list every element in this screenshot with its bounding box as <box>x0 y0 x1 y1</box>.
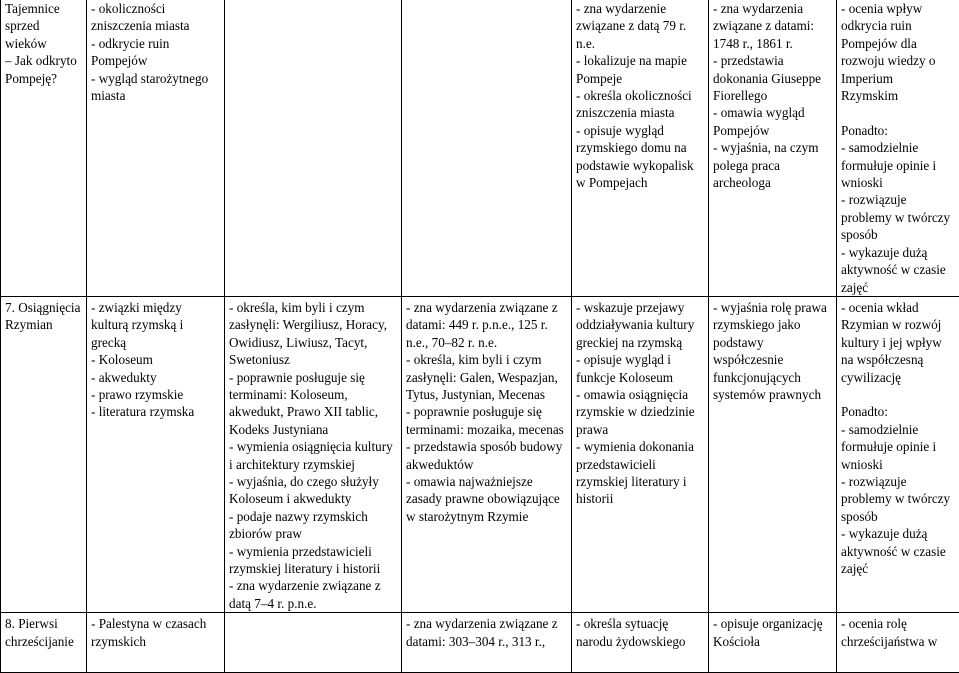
content-cell: - Palestyna w czasach rzymskich <box>87 613 225 673</box>
topic-cell: 7. Osiągnięcia Rzymian <box>1 296 87 612</box>
outcomes-cell: - ocenia wkład Rzymian w rozwój kultury i jej wpływ na współczesną cywilizację Ponadto: - samodzielnie formułuje opinie i wnioski - rozwiązuje problemy w twórczy sposób - wykazuje dużą aktywność w czasie zajęć <box>837 296 959 612</box>
basic-requirements-a-cell <box>225 0 402 296</box>
extended-requirements-a-cell: - zna wydarzenie związane z datą 79 r. n.e. - lokalizuje na mapie Pompeje - określa okoliczności zniszczenia miasta - opisuje wygląd rzymskiego domu na podstawie wykopalisk w Pompejach <box>572 0 709 296</box>
basic-requirements-a-cell: - określa, kim byli i czym zasłynęli: Wergiliusz, Horacy, Owidiusz, Liwiusz, Tacyt, Swetoniusz - poprawnie posługuje się terminami: Koloseum, akwedukt, Prawo XII tablic, Kodeks Justyniana - wymienia osiągnięcia kultury i architektury rzymskiej - wyjaśnia, do czego służyły Koloseum i akwedukty - podaje nazwy rzymskich zbiorów praw - wymienia przedstawicieli rzymskiej literatury i historii - zna wydarzenie związane z datą 7–4 r. p.n.e. <box>225 296 402 612</box>
table-row <box>1 0 959 296</box>
extended-requirements-b-cell: - zna wydarzenia związane z datami: 1748 r., 1861 r. - przedstawia dokonania Giuseppe Fiorellego - omawia wygląd Pompejów - wyjaśnia, na czym polega praca archeologa <box>709 0 837 296</box>
basic-requirements-b-cell <box>402 0 572 296</box>
outcomes-cell: - ocenia rolę chrześcijaństwa w <box>837 613 959 673</box>
content-cell: - okoliczności zniszczenia miasta - odkrycie ruin Pompejów - wygląd starożytnego miasta <box>87 0 225 296</box>
topic-cell: 8. Pierwsi chrześcijanie <box>1 613 87 673</box>
extended-requirements-b-cell: - wyjaśnia rolę prawa rzymskiego jako podstawy współczesnie funkcjonujących systemów prawnych <box>709 296 837 612</box>
basic-requirements-a-cell <box>225 613 402 673</box>
basic-requirements-b-cell: - zna wydarzenia związane z datami: 449 r. p.n.e., 125 r. n.e., 70–82 r. n.e. - określa, kim byli i czym zasłynęli: Galen, Wespazjan, Tytus, Justynian, Mecenas - poprawnie posługuje się terminami: mozaika, mecenas - przedstawia sposób budowy akweduktów - omawia najważniejsze zasady prawne obowiązujące w starożytnym Rzymie <box>402 296 572 612</box>
extended-requirements-b-cell: - opisuje organizację Kościoła <box>709 613 837 673</box>
extended-requirements-a-cell: - określa sytuację narodu żydowskiego <box>572 613 709 673</box>
table-row <box>1 296 959 612</box>
content-cell: - związki między kulturą rzymską i grecką - Koloseum - akwedukty - prawo rzymskie - literatura rzymska <box>87 296 225 612</box>
outcomes-cell: - ocenia wpływ odkrycia ruin Pompejów dla rozwoju wiedzy o Imperium Rzymskim Ponadto: - samodzielnie formułuje opinie i wnioski - rozwiązuje problemy w twórczy sposób - wykazuje dużą aktywność w czasie zajęć <box>837 0 959 296</box>
topic-cell: Tajemnice sprzed wieków – Jak odkryto Pompeję? <box>1 0 87 296</box>
table-row <box>1 613 959 673</box>
extended-requirements-a-cell: - wskazuje przejawy oddziaływania kultury greckiej na rzymską - opisuje wygląd i funkcje Koloseum - omawia osiągnięcia rzymskie w dziedzinie prawa - wymienia dokonania przedstawicieli rzymskiej literatury i historii <box>572 296 709 612</box>
basic-requirements-b-cell: - zna wydarzenia związane z datami: 303–304 r., 313 r., <box>402 613 572 673</box>
